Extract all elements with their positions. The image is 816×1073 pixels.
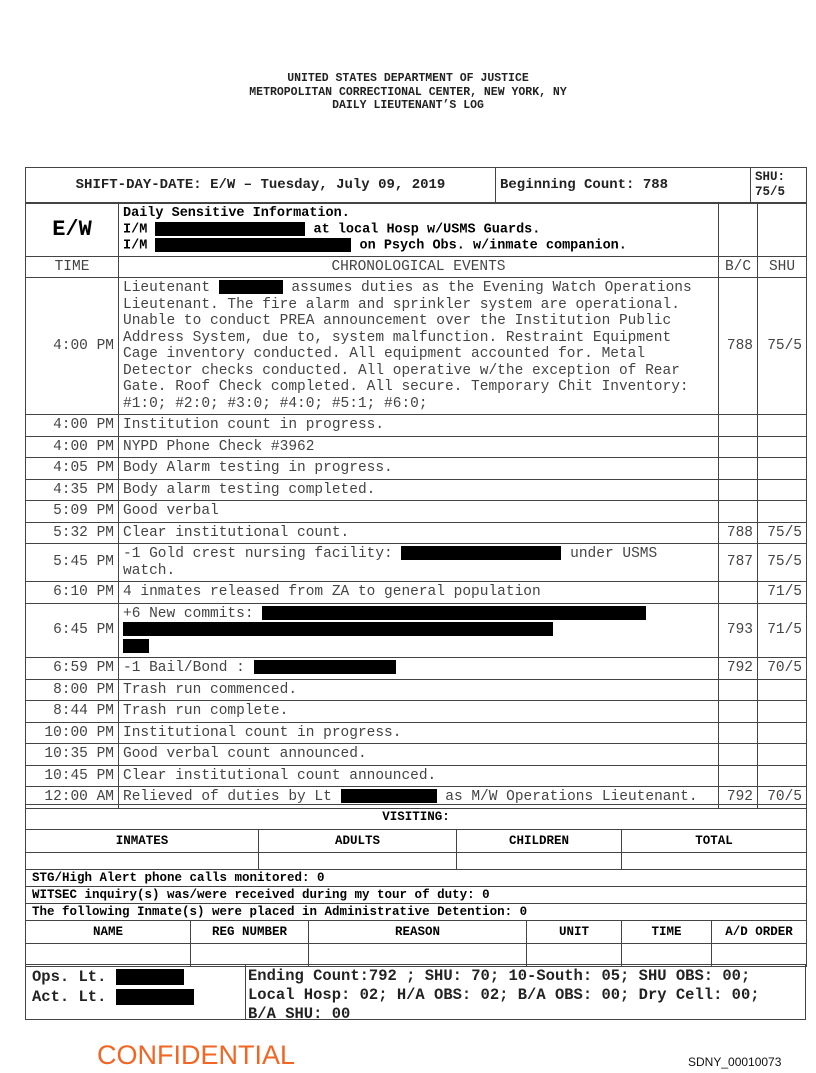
facility-name: METROPOLITAN CORRECTIONAL CENTER, NEW YORK, NY xyxy=(249,85,567,99)
ad-reason-header: REASON xyxy=(309,921,527,944)
ad-order-header: A/D ORDER xyxy=(712,921,807,944)
entry-event: Trash run complete. xyxy=(119,701,719,723)
entry-event: Institutional count in progress. xyxy=(119,722,719,744)
visiting-detention-table xyxy=(25,804,807,967)
entry-bc: 788 xyxy=(719,522,758,544)
col-events: CHRONOLOGICAL EVENTS xyxy=(119,256,719,278)
visiting-total-header: TOTAL xyxy=(622,830,807,853)
entry-bc xyxy=(719,722,758,744)
entry-shu xyxy=(758,479,807,501)
entry-event: Trash run commenced. xyxy=(119,679,719,701)
entry-bc: 792 xyxy=(719,658,758,680)
entry-time: 4:00 PM xyxy=(26,436,119,458)
beginning-count: Beginning Count: 788 xyxy=(496,168,751,203)
stg-note: STG/High Alert phone calls monitored: 0 xyxy=(26,870,807,887)
event-text: +6 New commits: xyxy=(123,605,263,622)
entry-shu xyxy=(758,501,807,523)
entry-shu xyxy=(758,744,807,766)
visiting-inmates-header: INMATES xyxy=(26,830,259,853)
entry-shu xyxy=(758,765,807,787)
entry-bc: 793 xyxy=(719,603,758,658)
ad-reg-header: REG NUMBER xyxy=(191,921,309,944)
entry-time: 8:00 PM xyxy=(26,679,119,701)
event-text: Relieved of duties by Lt xyxy=(123,789,341,806)
log-entry-row xyxy=(26,522,807,544)
sensitive-line: on Psych Obs. w/inmate companion. xyxy=(359,238,627,254)
entry-event: Body alarm testing completed. xyxy=(119,479,719,501)
entry-bc xyxy=(719,458,758,480)
entry-time: 8:44 PM xyxy=(26,701,119,723)
entry-time: 6:10 PM xyxy=(26,582,119,604)
event-text: assumes duties as the Evening Watch Operations Lieutenant. The fire alarm and sprinkler system are operational. Unable to conduct PREA announcement over the Institution Public Address System, due to, system malfunction. Restraint Equipment Cage inventory conducted. All equipment accounted for. Metal Detector checks conducted. All operative w/the exception of Rear Gate. Roof Check completed. All secure. Temporary Chit Inventory: #1:0; #2:0; #3:0; #4:0; #5:1; #6:0; xyxy=(123,280,692,412)
column-header-row xyxy=(26,256,807,278)
entry-bc: 788 xyxy=(719,278,758,415)
redaction xyxy=(116,989,194,1005)
log-entry-row xyxy=(26,701,807,723)
entry-time: 6:45 PM xyxy=(26,603,119,658)
bates-number: SDNY_00010073 xyxy=(688,1055,782,1069)
shift-day-date: SHIFT-DAY-DATE: E/W – Tuesday, July 09, 2019 xyxy=(26,168,496,203)
chronological-log-table xyxy=(25,203,807,809)
entry-time: 5:45 PM xyxy=(26,544,119,582)
entry-time: 5:32 PM xyxy=(26,522,119,544)
redaction xyxy=(155,222,305,236)
sensitive-line: at local Hosp w/USMS Guards. xyxy=(313,222,541,238)
ad-time-header: TIME xyxy=(622,921,712,944)
entry-time: 4:35 PM xyxy=(26,479,119,501)
redaction xyxy=(341,789,437,803)
confidential-stamp: CONFIDENTIAL xyxy=(97,1040,296,1070)
log-entry-row xyxy=(26,278,807,415)
visiting-children-header: CHILDREN xyxy=(457,830,622,853)
signature-summary xyxy=(25,964,806,1023)
entry-time: 5:09 PM xyxy=(26,501,119,523)
sensitive-info-row xyxy=(26,204,807,257)
entry-time: 4:05 PM xyxy=(26,458,119,480)
log-entry-row xyxy=(26,679,807,701)
entry-time: 10:45 PM xyxy=(26,765,119,787)
entry-bc xyxy=(719,765,758,787)
entry-time: 10:35 PM xyxy=(26,744,119,766)
log-entry-row xyxy=(26,544,807,582)
ad-name-header: NAME xyxy=(26,921,191,944)
im-label: I/M xyxy=(123,222,148,238)
entry-shu: 70/5 xyxy=(758,658,807,680)
redaction xyxy=(116,969,184,985)
entry-bc xyxy=(719,582,758,604)
entry-shu xyxy=(758,458,807,480)
entry-shu: 75/5 xyxy=(758,522,807,544)
redaction xyxy=(254,660,396,674)
redaction xyxy=(123,622,553,636)
sensitive-title: Daily Sensitive Information. xyxy=(123,206,350,221)
redaction xyxy=(219,280,283,294)
entry-event: Clear institutional count. xyxy=(119,522,719,544)
redaction xyxy=(155,238,351,252)
entry-event xyxy=(119,278,719,415)
document-title: DAILY LIEUTENANT’S LOG xyxy=(332,99,484,112)
ba-shu-line: B/A SHU: 00 xyxy=(248,1005,351,1023)
entry-bc xyxy=(719,501,758,523)
col-bc: B/C xyxy=(719,256,758,278)
entry-bc xyxy=(719,744,758,766)
entry-shu: 75/5 xyxy=(758,278,807,415)
entry-event: Body Alarm testing in progress. xyxy=(119,458,719,480)
event-text: -1 Bail/Bond : xyxy=(123,660,254,677)
im-label: I/M xyxy=(123,238,148,254)
entry-bc xyxy=(719,436,758,458)
log-entry-row xyxy=(26,458,807,480)
entry-time: 10:00 PM xyxy=(26,722,119,744)
shu-count: SHU: 75/5 xyxy=(751,168,807,203)
entry-shu xyxy=(758,701,807,723)
entry-event xyxy=(119,658,719,680)
agency-name: UNITED STATES DEPARTMENT OF JUSTICE xyxy=(287,72,529,85)
entry-event: Good verbal xyxy=(119,501,719,523)
entry-bc: 792 xyxy=(719,787,758,809)
col-time: TIME xyxy=(26,256,119,278)
entry-event: 4 inmates released from ZA to general population xyxy=(119,582,719,604)
log-entry-row xyxy=(26,479,807,501)
entry-bc xyxy=(719,479,758,501)
visiting-adults-header: ADULTS xyxy=(259,830,457,853)
log-entry-row xyxy=(26,415,807,437)
entry-event xyxy=(119,603,719,658)
entry-shu: 71/5 xyxy=(758,582,807,604)
entry-shu: 75/5 xyxy=(758,544,807,582)
redaction xyxy=(262,606,646,620)
log-entry-row xyxy=(26,603,807,658)
ad-unit-header: UNIT xyxy=(527,921,622,944)
event-text: -1 Gold crest nursing facility: xyxy=(123,546,402,563)
shift-code: E/W xyxy=(26,204,119,257)
redaction xyxy=(401,546,561,560)
admin-detention-note: The following Inmate(s) were placed in Administrative Detention: 0 xyxy=(26,904,807,921)
entry-event: Institution count in progress. xyxy=(119,415,719,437)
entry-time: 6:59 PM xyxy=(26,658,119,680)
col-shu: SHU xyxy=(758,256,807,278)
hosp-obs-line: Local Hosp: 02; H/A OBS: 02; B/A OBS: 00; Dry Cell: 00; xyxy=(248,986,760,1004)
log-entry-row xyxy=(26,658,807,680)
entry-time: 4:00 PM xyxy=(26,278,119,415)
event-text: Lieutenant xyxy=(123,280,219,297)
document-header xyxy=(0,72,816,113)
entry-bc xyxy=(719,415,758,437)
entry-shu xyxy=(758,679,807,701)
ending-count-line: Ending Count:792 ; SHU: 70; 10-South: 05; SHU OBS: 00; xyxy=(248,967,751,985)
redaction xyxy=(123,639,149,653)
visiting-title: VISITING: xyxy=(26,805,807,830)
entry-event: Clear institutional count announced. xyxy=(119,765,719,787)
event-text: under USMS watch. xyxy=(123,546,658,579)
entry-shu: 71/5 xyxy=(758,603,807,658)
entry-bc: 787 xyxy=(719,544,758,582)
log-entry-row xyxy=(26,744,807,766)
entry-time: 12:00 AM xyxy=(26,787,119,809)
entry-shu xyxy=(758,436,807,458)
event-text: as M/W Operations Lieutenant. xyxy=(436,789,698,806)
shift-header-table xyxy=(25,167,807,203)
log-entry-row xyxy=(26,582,807,604)
entry-event xyxy=(119,544,719,582)
log-entry-row xyxy=(26,765,807,787)
witsec-note: WITSEC inquiry(s) was/were received during my tour of duty: 0 xyxy=(26,887,807,904)
entry-shu xyxy=(758,415,807,437)
entry-event: NYPD Phone Check #3962 xyxy=(119,436,719,458)
log-entry-row xyxy=(26,722,807,744)
entry-time: 4:00 PM xyxy=(26,415,119,437)
log-entry-row xyxy=(26,501,807,523)
entry-shu xyxy=(758,722,807,744)
entry-bc xyxy=(719,679,758,701)
entry-shu: 70/5 xyxy=(758,787,807,809)
log-entry-row xyxy=(26,436,807,458)
entry-bc xyxy=(719,701,758,723)
entry-event: Good verbal count announced. xyxy=(119,744,719,766)
act-lt-label: Act. Lt. xyxy=(32,988,107,1006)
ops-lt-label: Ops. Lt. xyxy=(32,968,107,986)
